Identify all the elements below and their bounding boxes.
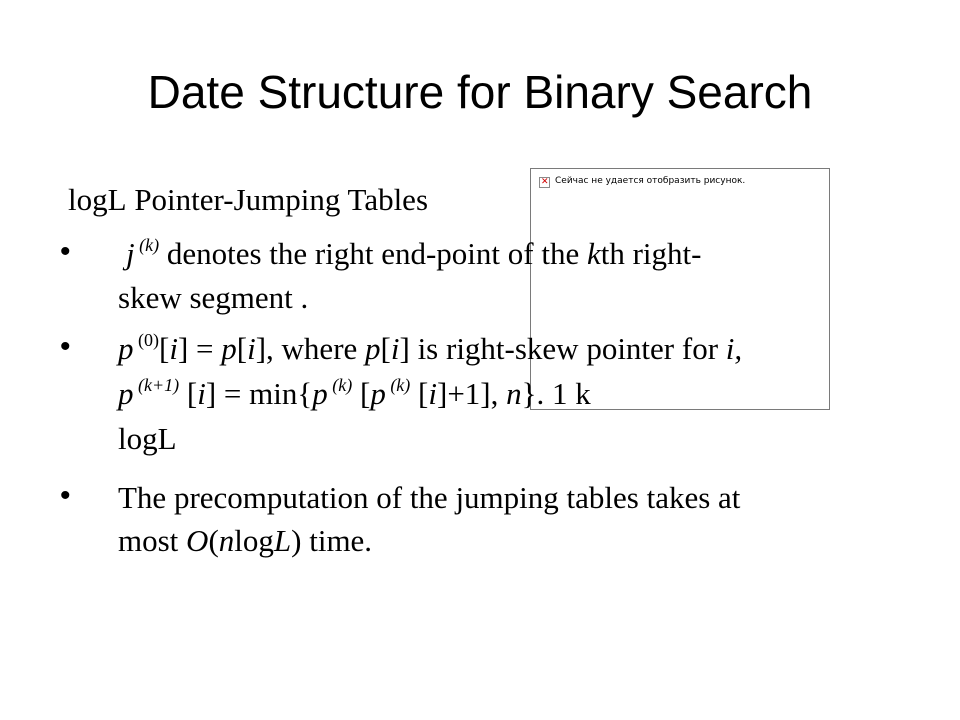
var-k: k (586, 236, 601, 271)
var-i: i (390, 331, 400, 366)
bullet-1-line-2 (118, 279, 308, 316)
slide-title: Date Structure for Binary Search (147, 66, 813, 118)
sup-0: (0) (133, 329, 159, 350)
log: log (234, 523, 274, 558)
text-end: th right- (600, 236, 702, 271)
bullet-3-marker: • (60, 479, 71, 512)
subheading-var: logL (68, 182, 127, 217)
sup-k1: (k+1) (133, 374, 180, 395)
bullet-2-marker: • (60, 330, 71, 363)
bullet-2-line-3 (118, 420, 177, 457)
var-n: n (506, 376, 522, 411)
bullet-1-line-1 (118, 235, 702, 272)
var-p: p (118, 331, 134, 366)
var: logL (118, 421, 177, 456)
broken-image-icon: ✕ (541, 177, 549, 187)
paren-close: ) time. (291, 523, 373, 558)
sup-k: (k) (134, 234, 160, 255)
var-L: L (273, 523, 292, 558)
var-p: p (221, 331, 237, 366)
text: denotes the right end-point of the (159, 236, 587, 271)
var-i: i, (725, 331, 743, 366)
sup-k: (k) (385, 374, 411, 395)
subheading-text: Pointer-Jumping Tables (126, 182, 429, 217)
bullet-2-line-2: p $^{(k+1)}$ [i] = min{p $^{(k)}$ [p $^{(k)}$ [i]+1], n}. 1 k (118, 374, 599, 411)
var-p: p (312, 376, 328, 411)
bullet-1-marker: • (60, 235, 71, 268)
var-i: i (197, 376, 206, 411)
plus: ]+1], (437, 376, 507, 411)
text: The precomputation of the jumping tables takes at (118, 480, 741, 515)
var-p: p (118, 376, 134, 411)
k: k (567, 376, 599, 411)
bullet-3-line-2 (118, 522, 372, 559)
eq: ] = min{ (205, 376, 313, 411)
sup-k: (k) (327, 374, 353, 395)
var-p: p (365, 331, 381, 366)
var-i: i (428, 376, 437, 411)
subheading (68, 181, 428, 218)
image-placeholder-message: Сейчас не удается отобразить рисунок. (555, 176, 746, 186)
bullet-3-line-1 (118, 479, 740, 516)
var-i: i (247, 331, 256, 366)
end: }. 1 (521, 376, 568, 411)
text-start: most (118, 523, 187, 558)
text-mid: is right-skew pointer for (409, 331, 726, 366)
var-j: j (126, 236, 135, 271)
bullet-2-line-1: p $^{(0)}$[i] = p[i], where p[i] is right-skew pointer for i, (118, 329, 743, 366)
paren-open: ( (208, 523, 219, 558)
image-placeholder (530, 168, 830, 410)
var-p: p (370, 376, 386, 411)
text: skew segment . (118, 280, 309, 315)
var-O: O (186, 523, 209, 558)
var-i: i (169, 331, 178, 366)
var-n: n (218, 523, 235, 558)
